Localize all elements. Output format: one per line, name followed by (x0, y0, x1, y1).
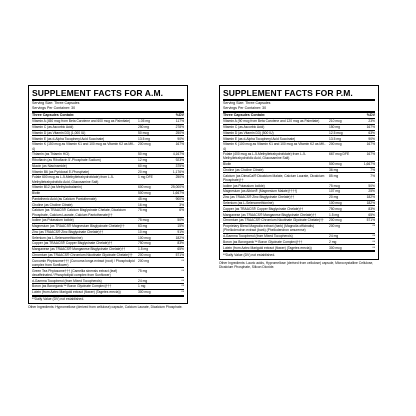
nutrient-dv: 250% (175, 130, 184, 135)
nutrient-name: Magnesium (as TRAACS® Magnesium Bisglycinate Chelate)†† (32, 224, 125, 229)
servings-per-container-am: Servings Per Container: 30 (32, 106, 184, 114)
nutrient-amount: 200 mcg (138, 142, 151, 147)
nutrient-name: Biotin (32, 191, 41, 196)
nutrient-amount: 600 mcg (138, 185, 151, 190)
nutrient-name: Vitamin B6 (as Pyridoxal 5'-Phosphate) (32, 169, 90, 174)
nutrient-row (32, 268, 184, 278)
nutrient-amount: 63 mg (138, 224, 148, 229)
nutrient-dv: 63% (368, 130, 375, 135)
other-ingredients-pm: Other Ingredients: Lauric acids, Hypromellose (derived from cellulose) capsule, Microcrystalline Cellulose, Dicalcium Phosphate, Silicon Dioxide. (219, 260, 374, 269)
nutrient-amount: 75 mcg (329, 183, 340, 188)
nutrient-dv: 923% (175, 158, 184, 163)
nutrient-amount: 750 mcg (138, 241, 151, 246)
nutrient-amount: 150 mg (329, 125, 340, 130)
nutrient-dv: 250% (175, 175, 184, 180)
nutrient-amount: 1.5 mg (138, 247, 149, 252)
nutrient-dv: 900% (175, 196, 184, 201)
facts-box-pm (219, 85, 379, 260)
nutrient-dv: 83% (177, 241, 184, 246)
nutrient-name: Vitamin E (as d-Alpha Tocopheryl Acid Succinate) (32, 136, 105, 141)
nutrient-dv: 65% (177, 247, 184, 252)
nutrient-amount: 200 mcg (329, 218, 342, 223)
nutrient-dv: 182% (175, 235, 184, 240)
nutrient-dv: 167% (175, 142, 184, 147)
nutrient-name: Folate 600 mcg as L-5-Methyltetrahydrofolate) from L-5-Methyltetrahydrofolic Acid, Glucosamine Salt) (32, 175, 114, 184)
nutrient-name: Vitamin C (as Ascorbic Acid) (223, 125, 265, 130)
nutrient-amount: 13.5 mg (329, 136, 341, 141)
nutrient-row (32, 175, 184, 185)
nutrient-name: Chromium (as TRAACS® Chromium Nicotinate Glycinate Chelate)†† (32, 253, 133, 258)
nutrient-name: Copper (as TRAACS® Copper Bisglycinate Chelate)†† (223, 206, 304, 211)
nutrient-amount: 300 mcg (138, 290, 151, 295)
nutrient-dv: 90% (177, 136, 184, 141)
nutrient-name: d-Gamma Tocopherol (from Mixed Tocopherols) (32, 278, 102, 283)
nutrient-list-am (32, 119, 184, 296)
nutrient-name: Choline (as Choline Citrate) (223, 168, 264, 172)
nutrient-amount: 200 mg (138, 258, 149, 263)
nutrient-name: Pantothenic Acid (as Calcium Pantothenate) (32, 196, 97, 201)
nutrient-dv: 1,667% (363, 162, 375, 167)
nutrient-name: Manganese (as TRAACS® Manganese Bisglycinate Chelate)†† (223, 212, 317, 217)
nutrient-amount: 200 mcg (138, 253, 151, 258)
nutrient-dv: 7% (370, 173, 375, 178)
nutrient-name: Manganese (as TRAACS® Manganese Bisglycinate Chelate)†† (32, 247, 126, 252)
nutrient-list-pm (223, 119, 375, 251)
nutrient-row (223, 152, 375, 162)
nutrient-name: Boron (as Bororganic™ Boron Glycinate Complex)††† (32, 284, 112, 289)
nutrient-amount: 300 mcg (329, 245, 342, 250)
nutrient-amount: 45 mg (138, 196, 148, 201)
nutrient-name: Vitamin D (as Vitamin D3) (500 IU) (223, 130, 274, 135)
nutrient-name: Thiamin (as Thiamin HCl) (32, 152, 70, 157)
nutrient-name: Zinc (as TRAACS® Zinc Bisglycinate Chelate)†† (32, 229, 104, 234)
nutrient-amount: 100 mcg (138, 235, 151, 240)
column-header-contents: Three Capsules Contain: (223, 113, 266, 117)
nutrient-amount: 750 mcg (329, 206, 342, 211)
nutrient-name: d-Gamma Tocopherol (from Mixed Tocopherols) (223, 234, 293, 238)
nutrient-dv: 1,176% (172, 169, 184, 174)
nutrient-amount: 12.5 mcg (329, 130, 343, 135)
column-header-dv: %DV (175, 113, 184, 117)
nutrient-name: Calcium (as TRAACS® Calcium Bisglycinate Chelate, Dicalcium Phosphate, Calcium Laurate, Calcium Pantothenate)†† (32, 208, 126, 217)
nutrient-amount: 20 mg (329, 195, 339, 200)
nutrient-name: Folate (400 mcg as L-5-Methyltetrahydrofolate) from L-5-Methyltetrahydrofolic Acid, Glucosamine Salt) (223, 152, 307, 161)
nutrient-dv: 83% (368, 206, 375, 211)
nutrient-amount: 60 mg (138, 163, 148, 168)
nutrient-amount: 1 mg (138, 284, 146, 289)
nutrient-dv: 50% (368, 183, 375, 188)
nutrient-dv: 167% (366, 125, 375, 130)
column-header-contents: Three Capsules Contain: (32, 113, 75, 117)
nutrient-dv: 50% (177, 218, 184, 223)
nutrient-dv: 182% (366, 195, 375, 200)
nutrient-name: Magnesium (as Albion® (Magnesium Malate)††††) (223, 189, 298, 194)
nutrient-dv: 117% (175, 119, 184, 124)
nutrient-dv: 3% (179, 202, 184, 207)
nutrient-amount: 13.5 mg (138, 136, 150, 141)
panel-title-am: SUPPLEMENT FACTS FOR A.M. (32, 88, 184, 101)
nutrient-dv: 167% (366, 152, 375, 157)
nutrient-name: Selenium (as L-Selenomethionine) (223, 201, 274, 205)
nutrient-row (223, 173, 375, 183)
nutrient-name: Iodine (as Potassium Iodide) (223, 183, 265, 188)
nutrient-amount: 85 mg (329, 173, 339, 178)
nutrient-amount: 200 mcg (329, 142, 342, 147)
nutrient-amount: 75 mg (138, 268, 148, 273)
nutrient-row (32, 142, 184, 152)
nutrient-dv: 65% (368, 212, 375, 217)
nutrient-name: Boron (as Bororganic™ Boron Glycinate Complex)††† (223, 239, 303, 244)
nutrient-dv: ** (372, 224, 375, 229)
nutrient-dv: 375% (175, 163, 184, 168)
column-header-dv: %DV (366, 113, 375, 117)
nutrient-dv: 25% (368, 189, 375, 194)
nutrient-amount: 210 mcg (329, 119, 342, 124)
nutrient-dv: ** (181, 278, 184, 283)
nutrient-name: Calcium (as DimaCal® Dicalcium Malate, Calcium Laurate, Dicalcium Phosphate)†† (223, 173, 325, 182)
nutrient-amount: 24 mg (329, 234, 339, 238)
nutrient-amount: 50 mg (138, 152, 148, 157)
nutrient-dv: ** (181, 290, 184, 295)
nutrient-dv: 1,667% (172, 191, 184, 196)
nutrient-name: Vitamin A (90 mcg from Beta Carotene and 120 mcg as Palmitate) (223, 119, 320, 124)
serving-size-am: Serving Size: Three Capsules (32, 101, 80, 105)
footnote-pm: **Daily Value (DV) not established. (223, 251, 375, 257)
nutrient-name: Curcumin Phytosome††† (Curcuma longa extract (root) / Phospholipid complex from Sunflower) (32, 258, 135, 267)
panel-title-pm: SUPPLEMENT FACTS FOR P.M. (223, 88, 375, 101)
nutrient-name: Vitamin K (100 mcg as Vitamin K1 and 100 mcg as Vitamin K2 as MK-4) (223, 142, 326, 151)
nutrient-name: Zinc (as TRAACS® Zinc Bisglycinate Chelate)†† (223, 195, 295, 200)
nutrient-amount: 2 mg (329, 239, 337, 244)
nutrient-name: Vitamin C (as Ascorbic Acid) (32, 125, 74, 130)
nutrient-name: Iodine (as Potassium Iodide) (32, 218, 74, 223)
nutrient-dv: ** (181, 284, 184, 289)
nutrient-name: Vitamin E (as d-Alpha Tocopheryl Acid Succinate) (223, 136, 296, 141)
nutrient-row (32, 258, 184, 268)
nutrient-amount: 500 mcg (138, 191, 151, 196)
nutrient-name: Green Tea Phytosome††† (Camellia sinensis extract (leaf) decaffeinated / Phospholipid complex from Sunflower) (32, 268, 118, 277)
nutrient-dv: 90% (368, 136, 375, 141)
nutrient-name: Choline (as Choline Citrate) (32, 202, 73, 207)
facts-box-am (28, 85, 188, 304)
nutrient-dv: 4,167% (172, 152, 184, 157)
nutrient-amount: 75 mg (138, 208, 148, 213)
nutrient-row (223, 224, 375, 234)
footnote-am: **Daily Value (DV) not established. (32, 296, 184, 302)
nutrient-dv: 182% (366, 201, 375, 205)
nutrient-dv: ** (372, 239, 375, 244)
nutrient-name: Lutein (from Aztec Marigold extract (flower) (Tagetes erecta)) (32, 290, 121, 295)
nutrient-name: Copper (as TRAACS® Copper Bisglycinate Chelate)†† (32, 241, 113, 246)
nutrient-dv: 167% (366, 142, 375, 147)
nutrient-amount: 200 mg (329, 224, 340, 229)
nutrient-amount: 20 mg (138, 169, 148, 174)
nutrient-name: Proprietary Blend Magnolia extract (bark) (Magnolia officinalis) (Phellodendron extract (bark) (Phellodendron amurense) (223, 224, 315, 233)
nutrient-dv: ** (181, 258, 184, 263)
nutrient-amount: 100 mcg (329, 201, 342, 205)
nutrient-amount: 10 mg (138, 229, 148, 234)
nutrient-name: Riboflavin (as Riboflavin 5'-Phosphate Sodium) (32, 158, 101, 163)
nutrient-name: Vitamin K (150 mcg as Vitamin K1 and 100 mcg as Vitamin K2 as MK-4) (32, 142, 135, 151)
nutrient-amount: 12 mg (138, 158, 148, 163)
nutrient-amount: 1.05 mg (138, 119, 150, 124)
nutrient-row (223, 142, 375, 152)
nutrient-name: Chromium (as TRAACS® Chromium Nicotinate Glycinate Chelate)†† (223, 218, 324, 223)
nutrient-name: Selenium (as L-Selenomethionine) (32, 235, 83, 240)
nutrient-dv: 15% (177, 224, 184, 229)
nutrient-amount: 250 mg (138, 125, 149, 130)
supplement-facts-am (28, 85, 188, 310)
other-ingredients-am: Other Ingredients: Hypromellose (derived from cellulose) capsule, Calcium Laurate, Dicalcium Phosphate. (28, 305, 183, 310)
nutrient-name: Lutein (from Aztec Marigold extract (flower) (Tagetes erecta)) (223, 245, 312, 250)
nutrient-dv: 278% (175, 125, 184, 130)
nutrient-name: Vitamin A (450 mcg from Beta Carotene and 600 mcg as Palmitate) (32, 119, 131, 124)
nutrient-dv: ** (181, 268, 184, 273)
nutrient-dv: 23% (368, 119, 375, 124)
nutrient-amount: 24 mg (138, 278, 148, 283)
nutrient-amount: 50 mcg (138, 130, 149, 135)
nutrient-dv: 7% (370, 168, 375, 172)
nutrient-amount: 75 mcg (138, 218, 149, 223)
nutrient-amount: 107 mg (329, 189, 340, 194)
nutrient-amount: 16 mg (138, 202, 148, 207)
nutrient-name: Niacin (as Niacinamide) (32, 163, 67, 168)
nutrient-amount: 667 mcg DFE (329, 152, 350, 157)
servings-per-container-pm: Servings Per Container: 30 (223, 106, 375, 114)
nutrient-dv: ** (372, 234, 375, 238)
nutrient-dv: ** (372, 245, 375, 250)
nutrient-name: Vitamin B12 (as Methylcobalamin) (32, 185, 82, 190)
nutrient-dv: 6% (179, 208, 184, 213)
nutrient-dv: 25,000% (170, 185, 184, 190)
nutrient-amount: 36 mg (329, 168, 339, 172)
nutrient-dv: 571% (175, 253, 184, 258)
nutrient-row (32, 208, 184, 218)
supplement-facts-pm (219, 85, 379, 269)
serving-size-pm: Serving Size: Three Capsules (223, 101, 271, 105)
nutrient-amount: 1.5 mg (329, 212, 340, 217)
nutrient-amount: 1 mg DFE (138, 175, 153, 180)
nutrient-name: Vitamin D (as Vitamin D3) (1,000 IU) (32, 130, 86, 135)
nutrient-amount: 500 mcg (329, 162, 342, 167)
nutrient-dv: 91% (177, 229, 184, 234)
nutrient-name: Biotin (223, 162, 232, 167)
nutrient-dv: 571% (366, 218, 375, 223)
